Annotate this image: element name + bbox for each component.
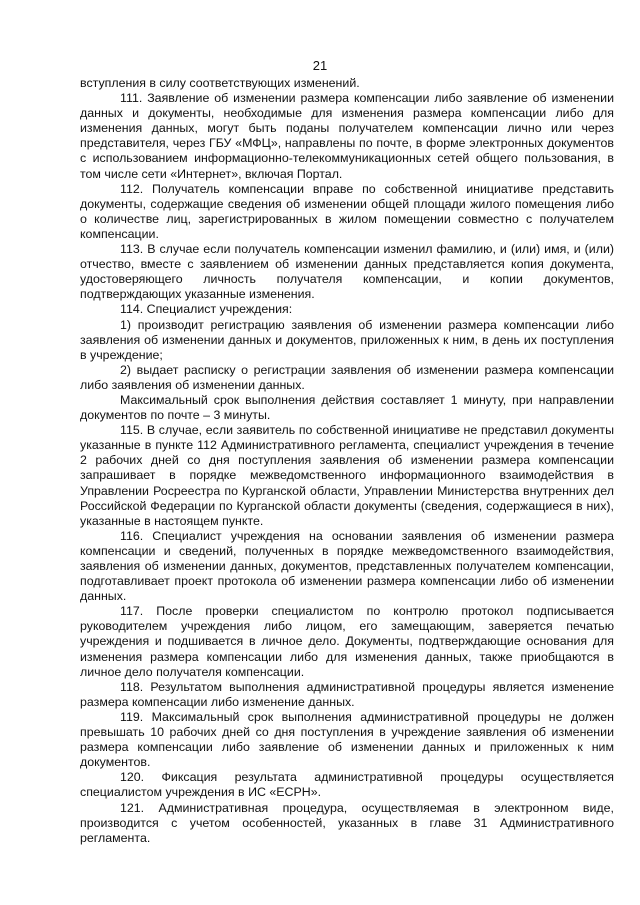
paragraph-111: 111. Заявление об изменении размера компенсации либо заявление об изменении данных и документы, необходимые для изменения размера компенсации либо для изменения данных, могут быть поданы получателем компенсации лично или через представителя, через ГБУ «МФЦ», направлены по почте, в форме электронных документов с использованием информационно-телекоммуникационных сетей общего пользования, в том числе сети «Интернет», включая Портал. (80, 91, 614, 181)
paragraph-113: 113. В случае если получатель компенсации изменил фамилию, и (или) имя, и (или) отчество, вместе с заявлением об изменении данных представляется копия документа, удостоверяющего личность получателя компенсации, и копии документов, подтверждающих указанные изменения. (80, 242, 614, 302)
paragraph-116: 116. Специалист учреждения на основании заявления об изменении размера компенсации и сведений, полученных в порядке межведомственного взаимодействия, заявления об изменении данных, документов, представленных получателем компенсации, подготавливает проект протокола об изменении размера компенсации либо об изменении данных. (80, 528, 614, 604)
document-body (80, 76, 614, 846)
paragraph-114-time-limit: Максимальный срок выполнения действия составляет 1 минуту, при направлении документов по почте – 3 минуты. (80, 392, 614, 423)
paragraph-120: 120. Фиксация результата административной процедуры осуществляется специалистом учреждения в ИС «ЕСРН». (80, 770, 614, 800)
paragraph-112: 112. Получатель компенсации вправе по собственной инициативе представить документы, содержащие сведения об изменении общей площади жилого помещения либо о количестве лиц, зарегистрированных в жилом помещении совместно с получателем компенсации. (80, 181, 614, 241)
paragraph-114-item-2: 2) выдает расписку о регистрации заявления об изменении размера компенсации либо заявления об изменении данных. (80, 362, 614, 392)
paragraph-117: 117. После проверки специалистом по контролю протокол подписывается руководителем учреждения либо лицом, его замещающим, заверяется печатью учреждения и подшивается в личное дело. Документы, подтверждающие основания для изменения размера компенсации либо для изменения данных, также приобщаются в личное дело получателя компенсации. (80, 604, 614, 679)
page-number: 21 (312, 58, 328, 73)
paragraph-119: 119. Максимальный срок выполнения административной процедуры не должен превышать 10 рабочих дней со дня поступления в учреждение заявления об изменении размера компенсации либо заявление об изменении данных и приложенных к ним документов. (80, 709, 614, 770)
paragraph-114-item-1: 1) производит регистрацию заявления об изменении размера компенсации либо заявления об изменении данных и документов, приложенных к ним, в день их поступления в учреждение; (80, 317, 614, 362)
paragraph-118: 118. Результатом выполнения административной процедуры является изменение размера компенсации либо изменение данных. (80, 679, 614, 709)
paragraph-continuation: вступления в силу соответствующих изменений. (80, 76, 360, 90)
paragraph-114: 114. Специалист учреждения: (120, 302, 293, 317)
paragraph-121: 121. Административная процедура, осуществляемая в электронном виде, производится с учетом особенностей, указанных в главе 31 Административного регламента. (80, 800, 614, 845)
paragraph-115: 115. В случае, если заявитель по собственной инициативе не представил документы указанные в пункте 112 Административного регламента, специалист учреждения в течение 2 рабочих дней со дня поступления заявления об изменении размера компенсации запрашивает в порядке межведомственного информационного взаимодействия в Управлении Росреестра по Курганской области, Управлении Министерства внутренних дел Российской Федерации по Курганской области документы (сведения, содержащиеся в них), указанные в настоящем пункте. (80, 423, 614, 528)
